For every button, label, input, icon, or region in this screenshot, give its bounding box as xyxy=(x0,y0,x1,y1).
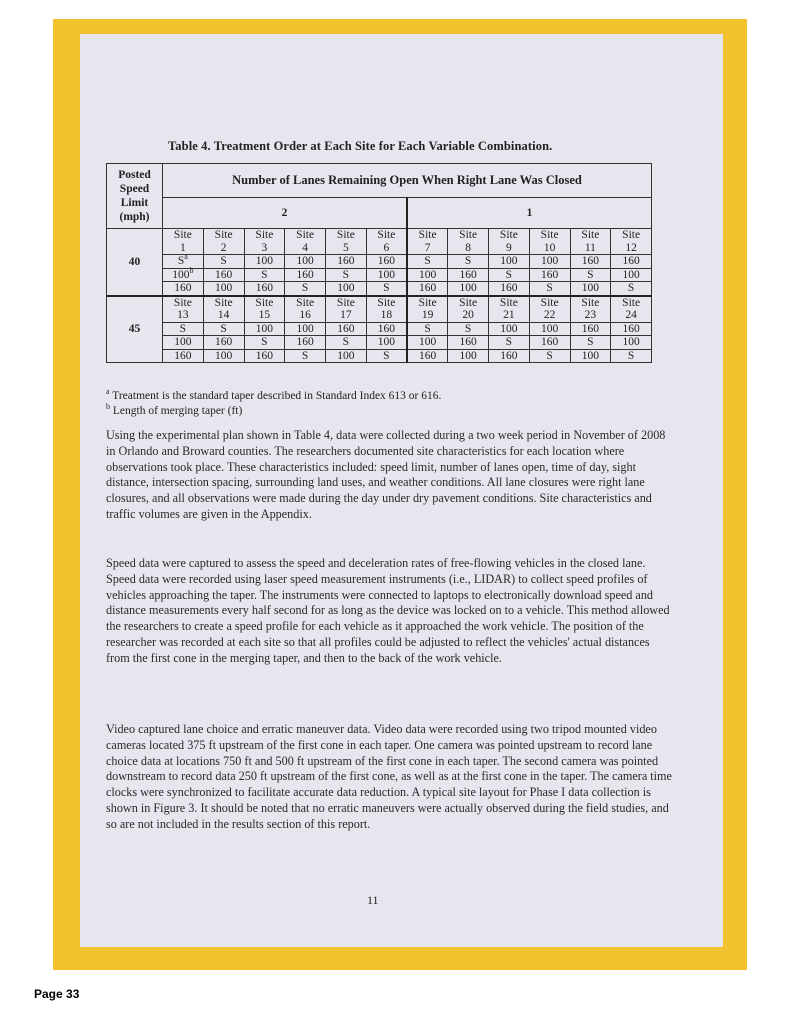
site-word: Site xyxy=(377,296,396,309)
treatment-value: S xyxy=(220,255,227,267)
page-label: Page 33 xyxy=(34,987,80,1001)
treatment-value: 160 xyxy=(215,268,233,281)
site-word: Site xyxy=(459,229,478,241)
treatment-value: 160 xyxy=(296,336,314,348)
treatment-cell xyxy=(163,252,204,269)
treatment-cell xyxy=(407,336,448,350)
treatment-value: S xyxy=(627,349,635,362)
treatment-cell xyxy=(489,322,530,336)
site-label-cell xyxy=(611,229,652,255)
footnote-b xyxy=(106,404,441,419)
treatment-cell xyxy=(407,349,448,363)
treatment-value: 160 xyxy=(541,336,559,348)
site-label-cell xyxy=(163,296,204,323)
site-label-cell xyxy=(489,296,530,323)
site-label-cell xyxy=(285,296,326,323)
treatment-cell xyxy=(489,349,530,363)
site-word: Site xyxy=(296,229,315,241)
site-number: 17 xyxy=(340,309,352,321)
site-number: 5 xyxy=(343,241,349,254)
site-word: Site xyxy=(336,296,355,309)
treatment-value: 100 xyxy=(377,336,395,348)
treatment-cell xyxy=(611,282,652,296)
site-word: Site xyxy=(540,296,559,309)
treatment-value: 160 xyxy=(174,349,192,362)
treatment-cell xyxy=(570,349,611,363)
treatment-cell xyxy=(326,336,367,350)
treatment-value: 160 xyxy=(174,282,192,294)
site-word: Site xyxy=(499,229,518,241)
site-number: 15 xyxy=(258,309,271,321)
site-word: Site xyxy=(540,229,559,241)
treatment-cell xyxy=(203,282,244,296)
treatment-cell xyxy=(163,336,204,350)
site-word: Site xyxy=(418,229,437,241)
site-number: 10 xyxy=(543,241,556,254)
site-number: 19 xyxy=(421,309,434,321)
site-number: 8 xyxy=(465,241,471,254)
site-label-cell xyxy=(326,296,367,323)
treatment-row xyxy=(107,349,652,363)
treatment-cell xyxy=(529,255,570,269)
treatment-cell xyxy=(203,349,244,363)
treatment-cell xyxy=(326,282,367,296)
treatment-value: 100 xyxy=(541,255,559,267)
treatment-value: 100 xyxy=(337,349,355,362)
site-word: Site xyxy=(336,229,355,241)
site-number: 4 xyxy=(302,241,308,254)
treatment-value: 160 xyxy=(500,349,518,362)
treatment-cell xyxy=(285,322,326,336)
treatment-cell xyxy=(366,349,407,363)
treatment-value: 160 xyxy=(581,255,599,267)
treatment-row xyxy=(107,255,652,269)
site-word: Site xyxy=(255,296,274,309)
superscript-a: a xyxy=(184,252,188,262)
treatment-value: 100 xyxy=(255,255,273,267)
treatment-value: 160 xyxy=(255,349,273,362)
treatment-value: 100 xyxy=(172,268,190,281)
treatment-cell xyxy=(489,255,530,269)
treatment-cell xyxy=(611,322,652,336)
treatment-value: 100 xyxy=(459,349,477,362)
treatment-value: S xyxy=(342,336,350,348)
table-caption: Table 4. Treatment Order at Each Site for Each Variable Combination. xyxy=(168,139,553,153)
site-label-cell xyxy=(203,296,244,323)
site-word: Site xyxy=(255,229,274,241)
treatment-cell xyxy=(203,255,244,269)
treatment-value: 100 xyxy=(296,255,314,267)
treatment-value: 100 xyxy=(419,268,437,281)
treatment-value: 100 xyxy=(581,349,599,362)
site-number: 11 xyxy=(584,241,596,254)
site-number: 22 xyxy=(543,309,556,321)
treatment-cell xyxy=(244,336,285,350)
treatment-value: S xyxy=(179,322,187,335)
treatment-cell xyxy=(244,255,285,269)
treatment-value: 160 xyxy=(337,322,355,335)
site-number: 16 xyxy=(299,309,311,321)
corner-header-line: Limit xyxy=(120,197,149,209)
treatment-cell xyxy=(326,322,367,336)
site-number: 12 xyxy=(625,241,637,254)
site-label-cell xyxy=(244,229,285,255)
treatment-cell xyxy=(570,255,611,269)
main-header: Number of Lanes Remaining Open When Right Lane Was Closed xyxy=(163,164,652,198)
site-number: 18 xyxy=(380,309,393,321)
site-number: 1 xyxy=(180,241,186,254)
treatment-cell xyxy=(489,282,530,296)
treatment-cell xyxy=(366,282,407,296)
treatment-cell xyxy=(529,282,570,296)
site-label-cell xyxy=(407,296,448,323)
treatment-value: 160 xyxy=(622,255,640,267)
treatment-value: 160 xyxy=(215,336,233,348)
site-word: Site xyxy=(296,296,315,309)
site-label-cell xyxy=(244,296,285,323)
footnote-a xyxy=(106,389,441,404)
treatment-cell xyxy=(448,349,489,363)
treatment-value: S xyxy=(383,282,390,294)
scanned-page xyxy=(80,34,723,947)
treatment-cell xyxy=(326,255,367,269)
site-label-cell xyxy=(570,229,611,255)
treatment-value: S xyxy=(220,322,227,335)
site-word: Site xyxy=(459,296,478,309)
treatment-cell xyxy=(448,322,489,336)
treatment-value: S xyxy=(177,255,185,267)
site-label-cell xyxy=(529,296,570,323)
treatment-cell xyxy=(529,268,570,282)
site-label-cell xyxy=(203,229,244,255)
treatment-value: S xyxy=(301,349,309,362)
site-number: 23 xyxy=(584,309,597,321)
treatment-cell xyxy=(366,268,407,282)
footnote-mark: b xyxy=(106,402,110,412)
treatment-cell xyxy=(448,268,489,282)
treatment-value: S xyxy=(587,336,594,348)
treatment-cell xyxy=(407,282,448,296)
treatment-value: S xyxy=(464,322,472,335)
treatment-cell xyxy=(203,268,244,282)
treatment-row xyxy=(107,336,652,350)
treatment-cell xyxy=(407,255,448,269)
speed-limit-cell: 40 xyxy=(107,229,163,296)
treatment-cell xyxy=(611,268,652,282)
treatment-value: 100 xyxy=(296,322,314,335)
footnote-mark: a xyxy=(106,387,110,397)
site-word: Site xyxy=(581,296,600,309)
site-label-cell xyxy=(448,229,489,255)
lane-group-1: 1 xyxy=(407,198,652,229)
treatment-value: 100 xyxy=(622,268,640,281)
treatment-value: 100 xyxy=(337,282,355,294)
treatment-value: S xyxy=(424,255,431,267)
treatment-cell xyxy=(570,268,611,282)
treatment-value: S xyxy=(383,349,390,362)
treatment-cell xyxy=(244,349,285,363)
treatment-cell xyxy=(285,255,326,269)
treatment-value: 100 xyxy=(622,336,640,348)
treatment-cell xyxy=(448,255,489,269)
treatment-cell xyxy=(448,282,489,296)
treatment-value: 160 xyxy=(419,282,437,294)
treatment-value: 100 xyxy=(581,282,599,294)
treatment-value: 160 xyxy=(255,282,273,294)
treatment-cell xyxy=(244,322,285,336)
site-word: Site xyxy=(173,229,192,241)
treatment-cell xyxy=(285,349,326,363)
site-number: 14 xyxy=(217,309,230,321)
treatment-value: S xyxy=(261,336,268,348)
treatment-value: 100 xyxy=(419,336,437,348)
treatment-cell xyxy=(285,336,326,350)
treatment-cell xyxy=(326,268,367,282)
treatment-cell xyxy=(407,322,448,336)
footnote-text: Treatment is the standard taper described in Standard Index 613 or 616. xyxy=(109,390,442,402)
treatment-cell xyxy=(163,282,204,296)
treatment-cell xyxy=(611,255,652,269)
site-word: Site xyxy=(173,296,192,309)
corner-header-line: Speed xyxy=(119,183,150,195)
treatment-cell xyxy=(448,336,489,350)
site-label-cell xyxy=(366,296,407,323)
treatment-cell xyxy=(163,265,204,282)
site-number: 9 xyxy=(506,241,512,254)
treatment-cell xyxy=(244,282,285,296)
treatment-value: 100 xyxy=(215,282,233,294)
corner-header-line: Posted xyxy=(118,169,151,181)
treatment-cell xyxy=(163,322,204,336)
treatment-cell xyxy=(163,349,204,363)
corner-header-line: (mph) xyxy=(119,211,150,223)
treatment-row xyxy=(107,268,652,282)
treatment-cell xyxy=(285,282,326,296)
treatment-cell xyxy=(407,268,448,282)
site-word: Site xyxy=(377,229,396,241)
treatment-cell xyxy=(529,336,570,350)
site-word: Site xyxy=(214,229,233,241)
treatment-cell xyxy=(489,268,530,282)
treatment-value: 100 xyxy=(215,349,233,362)
site-label-cell xyxy=(163,229,204,255)
site-word: Site xyxy=(622,296,641,309)
treatment-cell xyxy=(570,336,611,350)
site-label-cell xyxy=(529,229,570,255)
treatment-cell xyxy=(570,282,611,296)
site-word: Site xyxy=(499,296,518,309)
treatment-value: 160 xyxy=(581,322,599,335)
treatment-row xyxy=(107,282,652,296)
treatment-cell xyxy=(611,336,652,350)
footnotes xyxy=(106,389,441,419)
site-label-cell xyxy=(611,296,652,323)
treatment-cell xyxy=(529,349,570,363)
treatment-value: S xyxy=(261,268,268,281)
corner-header xyxy=(107,164,163,229)
treatment-value: 160 xyxy=(419,349,437,362)
treatment-value: 100 xyxy=(255,322,273,335)
site-number: 13 xyxy=(177,309,189,321)
paragraph-1: Using the experimental plan shown in Table 4, data were collected during a two week period in November of 2008 in Orlando and Broward counties. The researchers documented site characteristics for each location where observations took place. These characteristics included: speed limit, number of lanes open, time of day, sight distance, intersection spacing, surrounding land uses, and weather conditions. All lane closures were right lane closures, and all observations were made during the day under dry pavement conditions. Site characteristics and traffic volumes are given in the Appendix. xyxy=(106,428,666,521)
treatment-value: 160 xyxy=(377,322,395,335)
treatment-value: 160 xyxy=(459,336,477,348)
site-number: 21 xyxy=(503,309,515,321)
treatment-value: S xyxy=(342,268,350,281)
site-word: Site xyxy=(581,229,600,241)
treatment-cell xyxy=(366,255,407,269)
site-label-cell xyxy=(489,229,530,255)
footnote-text: Length of merging taper (ft) xyxy=(110,405,243,417)
treatment-value: 160 xyxy=(337,255,355,267)
treatment-row xyxy=(107,322,652,336)
speed-limit-cell: 45 xyxy=(107,296,163,363)
treatment-order-table xyxy=(106,163,652,363)
treatment-cell xyxy=(326,349,367,363)
page-number: 11 xyxy=(367,893,379,907)
treatment-cell xyxy=(611,349,652,363)
treatment-value: S xyxy=(424,322,431,335)
treatment-value: S xyxy=(464,255,472,267)
site-word: Site xyxy=(214,296,233,309)
treatment-cell xyxy=(570,322,611,336)
treatment-value: 160 xyxy=(541,268,559,281)
lane-group-2: 2 xyxy=(163,198,408,229)
treatment-value: 160 xyxy=(296,268,314,281)
treatment-value: S xyxy=(546,349,553,362)
site-number: 6 xyxy=(383,241,390,254)
site-word: Site xyxy=(418,296,437,309)
treatment-value: 160 xyxy=(500,282,518,294)
treatment-cell xyxy=(285,268,326,282)
treatment-value: 100 xyxy=(459,282,477,294)
treatment-cell xyxy=(244,268,285,282)
treatment-value: 100 xyxy=(500,255,518,267)
treatment-cell xyxy=(203,336,244,350)
treatment-value: 100 xyxy=(500,322,518,335)
site-label-cell xyxy=(448,296,489,323)
site-number: 3 xyxy=(261,241,268,254)
site-label-cell xyxy=(407,229,448,255)
treatment-value: S xyxy=(627,282,635,294)
treatment-cell xyxy=(489,336,530,350)
treatment-value: 100 xyxy=(541,322,559,335)
treatment-cell xyxy=(203,322,244,336)
treatment-value: S xyxy=(587,268,594,281)
superscript-b: b xyxy=(189,265,194,275)
paragraph-3: Video captured lane choice and erratic maneuver data. Video data were recorded using two tripod mounted video cameras located 375 ft upstream of the first cone in each taper. One camera was pointed upstream to record lane choice data at locations 750 ft and 500 ft upstream of the first cone in each taper. The second camera was pointed downstream to record data 250 ft upstream of the first cone, as well as at the first cone in the taper. The camera time clocks were synchronized to facilitate accurate data reduction. A typical site layout for Phase I data collection is shown in Figure 3. It should be noted that no erratic maneuvers were actually observed during the field studies, and so are not included in the results section of this report. xyxy=(106,722,672,831)
paragraph-2: Speed data were captured to assess the speed and deceleration rates of free-flowing vehicles in the closed lane. Speed data were recorded using laser speed measurement instruments (i.e., LIDAR) to collect speed profiles of vehicles approaching the taper. The instruments were connected to laptops to electronically download speed and distance measurements every half second for as long as the device was locked on to a vehicle. This method allowed the researchers to create a speed profile for each vehicle as it approached the work vehicle. The position of the researcher was recorded at each site so that all profiles could be adjusted to reflect the vehicles' actual distances from the first cone in the merging taper, and then to the back of the work vehicle. xyxy=(106,556,670,665)
treatment-value: 100 xyxy=(377,268,395,281)
treatment-value: S xyxy=(505,336,513,348)
treatment-value: S xyxy=(546,282,553,294)
site-row xyxy=(107,229,652,255)
site-number: 20 xyxy=(462,309,474,321)
treatment-cell xyxy=(366,322,407,336)
treatment-value: 160 xyxy=(459,268,477,281)
treatment-cell xyxy=(529,322,570,336)
treatment-value: S xyxy=(301,282,309,294)
site-row xyxy=(107,296,652,323)
site-label-cell xyxy=(326,229,367,255)
site-label-cell xyxy=(285,229,326,255)
treatment-value: S xyxy=(505,268,513,281)
treatment-value: 160 xyxy=(377,255,395,267)
site-number: 7 xyxy=(424,241,431,254)
site-word: Site xyxy=(622,229,641,241)
site-number: 24 xyxy=(625,309,637,321)
site-number: 2 xyxy=(220,241,227,254)
treatment-value: 160 xyxy=(622,322,640,335)
site-label-cell xyxy=(366,229,407,255)
treatment-value: 100 xyxy=(174,336,192,348)
treatment-cell xyxy=(366,336,407,350)
site-label-cell xyxy=(570,296,611,323)
